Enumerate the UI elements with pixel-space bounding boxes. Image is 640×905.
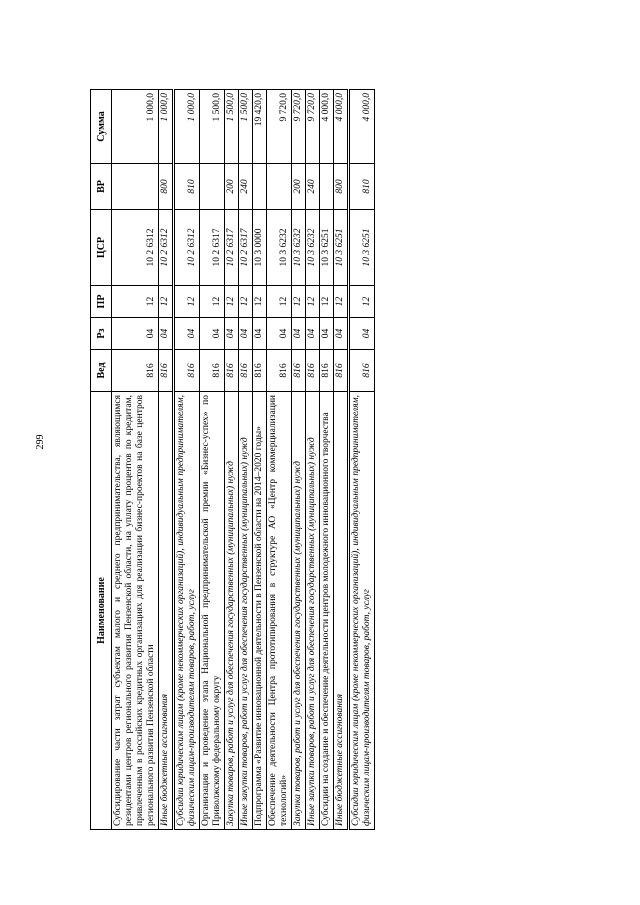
column-header-pr: ПР (91, 286, 112, 318)
row-name: Субсидии на создание и обеспечение деятельности центров молодежного инновационного творчества (320, 392, 334, 830)
row-ved: 816 (174, 350, 200, 392)
table-row (112, 90, 159, 830)
row-sum: 1 500,0 (239, 90, 253, 164)
row-rz: 04 (306, 318, 320, 350)
column-header-name: Наименование (91, 392, 112, 830)
row-pr: 12 (174, 286, 200, 318)
table-row (292, 90, 306, 830)
row-ved: 816 (320, 350, 334, 392)
column-header-sum: Сумма (91, 90, 112, 164)
row-vr: 810 (349, 164, 375, 210)
table-row (334, 90, 349, 830)
table-header-row (91, 90, 112, 830)
row-sum: 1 000,0 (159, 90, 174, 164)
row-csr: 10 2 6312 (174, 210, 200, 286)
row-ved: 816 (225, 350, 239, 392)
row-name: Организация и проведение этапа Национальной предпринимательской премии «Бизнес-успех» по Приволжскому федеральному округу (200, 392, 225, 830)
row-csr: 10 2 6312 (159, 210, 174, 286)
row-pr: 12 (267, 286, 292, 318)
row-sum: 9 720,0 (292, 90, 306, 164)
row-pr: 12 (292, 286, 306, 318)
row-csr: 10 2 6317 (239, 210, 253, 286)
row-pr: 12 (159, 286, 174, 318)
row-name: Субсидии юридическим лицам (кроме некоммерческих организаций), индивидуальным предпринимателям, физическим лицам-производителям товаров, работ, услуг (349, 392, 375, 830)
row-vr: 240 (306, 164, 320, 210)
row-pr: 12 (320, 286, 334, 318)
budget-table (90, 89, 375, 830)
row-rz: 04 (320, 318, 334, 350)
row-csr: 10 3 6232 (306, 210, 320, 286)
row-csr: 10 2 6317 (200, 210, 225, 286)
budget-table-sheet (90, 90, 538, 830)
row-ved: 816 (306, 350, 320, 392)
row-name: Иные закупки товаров, работ и услуг для обеспечения государственных (муниципальных) нужд (239, 392, 253, 830)
row-vr: 200 (225, 164, 239, 210)
row-pr: 12 (239, 286, 253, 318)
row-rz: 04 (292, 318, 306, 350)
row-name: Иные закупки товаров, работ и услуг для обеспечения государственных (муниципальных) нужд (306, 392, 320, 830)
row-pr: 12 (306, 286, 320, 318)
table-row (349, 90, 375, 830)
row-pr: 12 (200, 286, 225, 318)
row-sum: 4 000,0 (334, 90, 349, 164)
row-sum: 19 420,0 (253, 90, 267, 164)
row-sum: 4 000,0 (320, 90, 334, 164)
row-csr: 10 3 6251 (320, 210, 334, 286)
row-name: Закупка товаров, работ и услуг для обеспечения государственных (муниципальных) нужд (225, 392, 239, 830)
row-vr (253, 164, 267, 210)
row-pr: 12 (225, 286, 239, 318)
row-ved: 816 (334, 350, 349, 392)
table-row (200, 90, 225, 830)
row-name: Закупка товаров, работ и услуг для обеспечения государственных (муниципальных) нужд (292, 392, 306, 830)
row-vr: 240 (239, 164, 253, 210)
page-number: 299 (35, 434, 46, 450)
row-vr: 800 (159, 164, 174, 210)
row-rz: 04 (334, 318, 349, 350)
row-name: Обеспечение деятельности Центра прототипирования в структуре АО «Центр коммерциализации технологий» (267, 392, 292, 830)
row-rz: 04 (112, 318, 159, 350)
table-row (225, 90, 239, 830)
row-pr: 12 (112, 286, 159, 318)
row-name: Субсидии юридическим лицам (кроме некоммерческих организаций), индивидуальным предпринимателям, физическим лицам-производителям товаров, работ, услуг (174, 392, 200, 830)
row-name: Подпрограмма «Развитие инновационной деятельности в Пензенской области на 2014–2020 годы» (253, 392, 267, 830)
row-ved: 816 (253, 350, 267, 392)
table-row (267, 90, 292, 830)
row-csr: 10 3 6251 (349, 210, 375, 286)
row-ved: 816 (267, 350, 292, 392)
row-csr: 10 3 6251 (334, 210, 349, 286)
row-sum: 4 000,0 (349, 90, 375, 164)
row-sum: 1 000,0 (174, 90, 200, 164)
row-name: Субсидирование части затрат субъектам малого и среднего предпринимательства, являющимся резидентами центров регионального развития Пензенской области, на уплату процентов по кредитам, привлеченным в российских кредитных организациях для реализации бизнес-проектов на базе центров регионального развития Пензенской области (112, 392, 159, 830)
row-sum: 1 000,0 (112, 90, 159, 164)
row-sum: 9 720,0 (306, 90, 320, 164)
table-row (320, 90, 334, 830)
row-pr: 12 (349, 286, 375, 318)
table-row (159, 90, 174, 830)
column-header-csr: ЦСР (91, 210, 112, 286)
row-rz: 04 (253, 318, 267, 350)
row-ved: 816 (112, 350, 159, 392)
row-vr: 810 (174, 164, 200, 210)
row-csr: 10 3 0000 (253, 210, 267, 286)
row-rz: 04 (239, 318, 253, 350)
table-row (174, 90, 200, 830)
row-csr: 10 2 6317 (225, 210, 239, 286)
row-rz: 04 (267, 318, 292, 350)
row-ved: 816 (349, 350, 375, 392)
row-csr: 10 2 6312 (112, 210, 159, 286)
row-vr: 200 (292, 164, 306, 210)
row-sum: 1 500,0 (200, 90, 225, 164)
row-ved: 816 (159, 350, 174, 392)
row-vr: 800 (334, 164, 349, 210)
row-rz: 04 (200, 318, 225, 350)
column-header-rz: Рз (91, 318, 112, 350)
row-rz: 04 (159, 318, 174, 350)
table-row (253, 90, 267, 830)
row-pr: 12 (253, 286, 267, 318)
row-rz: 04 (174, 318, 200, 350)
row-name: Иные бюджетные ассигнования (159, 392, 174, 830)
row-ved: 816 (239, 350, 253, 392)
row-name: Иные бюджетные ассигнования (334, 392, 349, 830)
row-rz: 04 (349, 318, 375, 350)
row-ved: 816 (292, 350, 306, 392)
column-header-vr: ВР (91, 164, 112, 210)
row-vr (320, 164, 334, 210)
table-row (239, 90, 253, 830)
column-header-ved: Вед (91, 350, 112, 392)
row-pr: 12 (334, 286, 349, 318)
row-vr (267, 164, 292, 210)
row-csr: 10 3 6232 (267, 210, 292, 286)
row-vr (112, 164, 159, 210)
row-rz: 04 (225, 318, 239, 350)
row-vr (200, 164, 225, 210)
row-sum: 1 500,0 (225, 90, 239, 164)
row-ved: 816 (200, 350, 225, 392)
table-row (306, 90, 320, 830)
row-sum: 9 720,0 (267, 90, 292, 164)
row-csr: 10 3 6232 (292, 210, 306, 286)
